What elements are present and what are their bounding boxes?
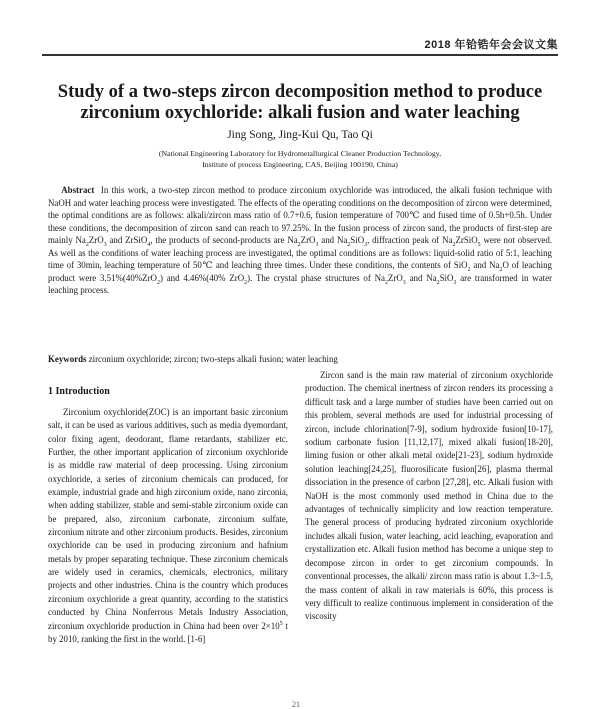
title-line-2: zirconium oxychloride: alkali fusion and water leaching bbox=[80, 103, 520, 123]
section-heading-introduction: 1 Introduction bbox=[48, 386, 110, 397]
header-rule bbox=[42, 54, 558, 56]
running-header bbox=[42, 36, 558, 50]
authors: Jing Song, Jing-Kui Qu, Tao Qi bbox=[227, 129, 373, 141]
keywords bbox=[48, 353, 552, 365]
page-number: 21 bbox=[292, 700, 300, 709]
abstract-label: Abstract bbox=[61, 185, 95, 195]
intro-right-column: Zircon sand is the main raw material of zirconium oxychloride production. The chemical inertness of zircon renders its processing a difficult task and a large number of studies have been carried out on this problem, several methods are used for industrial processing of zircon, include chlorination[7-9], sodium hydroxide fusion[10-17], sodium carbonate fusion [11,12,17], mixed alkali fusion[18-20], liming fusion or other alkali metal oxide[21-23], sodium hydroxide solution leaching[24,25], fluorosilicate fusion[26], plasma thermal dissociation in the presence of carbon [27,28], etc. Alkali fusion with NaOH is the most commonly used method in China due to the advantages of technically simplicity and low reaction temperature. The general process of producing hydrated zirconium oxychloride includes alkali fusion, water leaching, acid leaching, evaporation and crystallization etc. Alkali fusion method has become a unique step to decompose zircon in order to get zirconium compounds. In conventional processes, the alkali/ zircon mass ratio is about 1.3~1.5, the mass content of alkali in raw materials is 60%, this process is very difficult to realize continuous implement in consideration of the viscosity bbox=[305, 370, 553, 622]
proceedings-title: 2018 年铪锆年会会议文集 bbox=[424, 39, 558, 51]
abstract: Abstract In this work, a two-step zircon method to produce zirconium oxychloride was introduced, the alkali fusion technique with NaOH and water leaching process were investigated. The effects of the operating conditions on the decomposition of zircon were determined, the optimal conditions are as follows: alkali/zircon mass ratio of 0.7+0.6, fusion temperature of 700℃ and fused time of 0.5h+0.5h. Under these conditions, the decomposition of zircon sand can reach to 97.25%. In the fusion process of zircon sand, the products of first-step are mainly $Na_2ZrO_3$ and ZrSiO$_4$, the products of second-products are $Na_2ZrO_3$ and $Na_2SiO_3$, diffraction peak of $Na_2ZrSiO_5$ were not observed. As well as the conditions of water leaching process are investigated, the optimal conditions are as follows: liquid-solid ratio of 5:1, leaching time of 30min, leaching temperature of 50℃ and leaching three times. Under these conditions, the contents of SiO$_2$ and $Na_2O$ of leaching product were 3.51%(40%ZrO$_2$) and 4.46%(40% ZrO$_2$). The crystal phase structures of $Na_2ZrO_3$ and $Na_2SiO_3$ are transformed in water leaching process. bbox=[48, 185, 553, 296]
paper-title bbox=[42, 82, 558, 124]
affiliation-line-1: (National Engineering Laboratory for Hydrometallurgical Cleaner Production Technology, bbox=[158, 149, 442, 158]
title-line-1: Study of a two-steps zircon decomposition method to produce bbox=[57, 82, 543, 102]
keywords-text: zirconium oxychloride; zircon; two-steps alkali fusion; water leaching bbox=[88, 354, 338, 364]
affiliation bbox=[42, 148, 558, 170]
intro-left-column: Zirconium oxychloride(ZOC) is an important basic zirconium salt, it can be used as various additives, such as media dyemordant, color fixing agent, deodorant, flame retardants, stabilizer etc. Further, the other important application of zirconium oxychloride is as middle raw material of deep processing. Using zirconium oxychloride, a series of zirconium chemicals can produced, for example, industrial grade and high zirconium oxide, nano zirconia, when adding stabilizer, stable and semi-stable zirconium oxide can be prepared, also, zirconium carbonate, zirconium sulfate, zirconium nitrate and other zirconium products. Besides, zirconium oxychloride can be used in producing zirconium and hafnium metals by proper separating technique. These zirconium chemicals are widely used in ceramics, chemicals, electronics, military projects and other industries. China is the country which produces zirconium oxychloride a great quantity, according to the statistics conducted by China Nonferrous Metals Industry Association, zirconium oxychloride production in China had been over $2\times 10^5$ t by 2010, ranking the first in the world. [1-6] bbox=[48, 407, 288, 644]
keywords-label: Keywords bbox=[48, 354, 87, 364]
affiliation-line-2: Institute of process Engineering, CAS, Beijing 100190, China) bbox=[202, 160, 398, 169]
